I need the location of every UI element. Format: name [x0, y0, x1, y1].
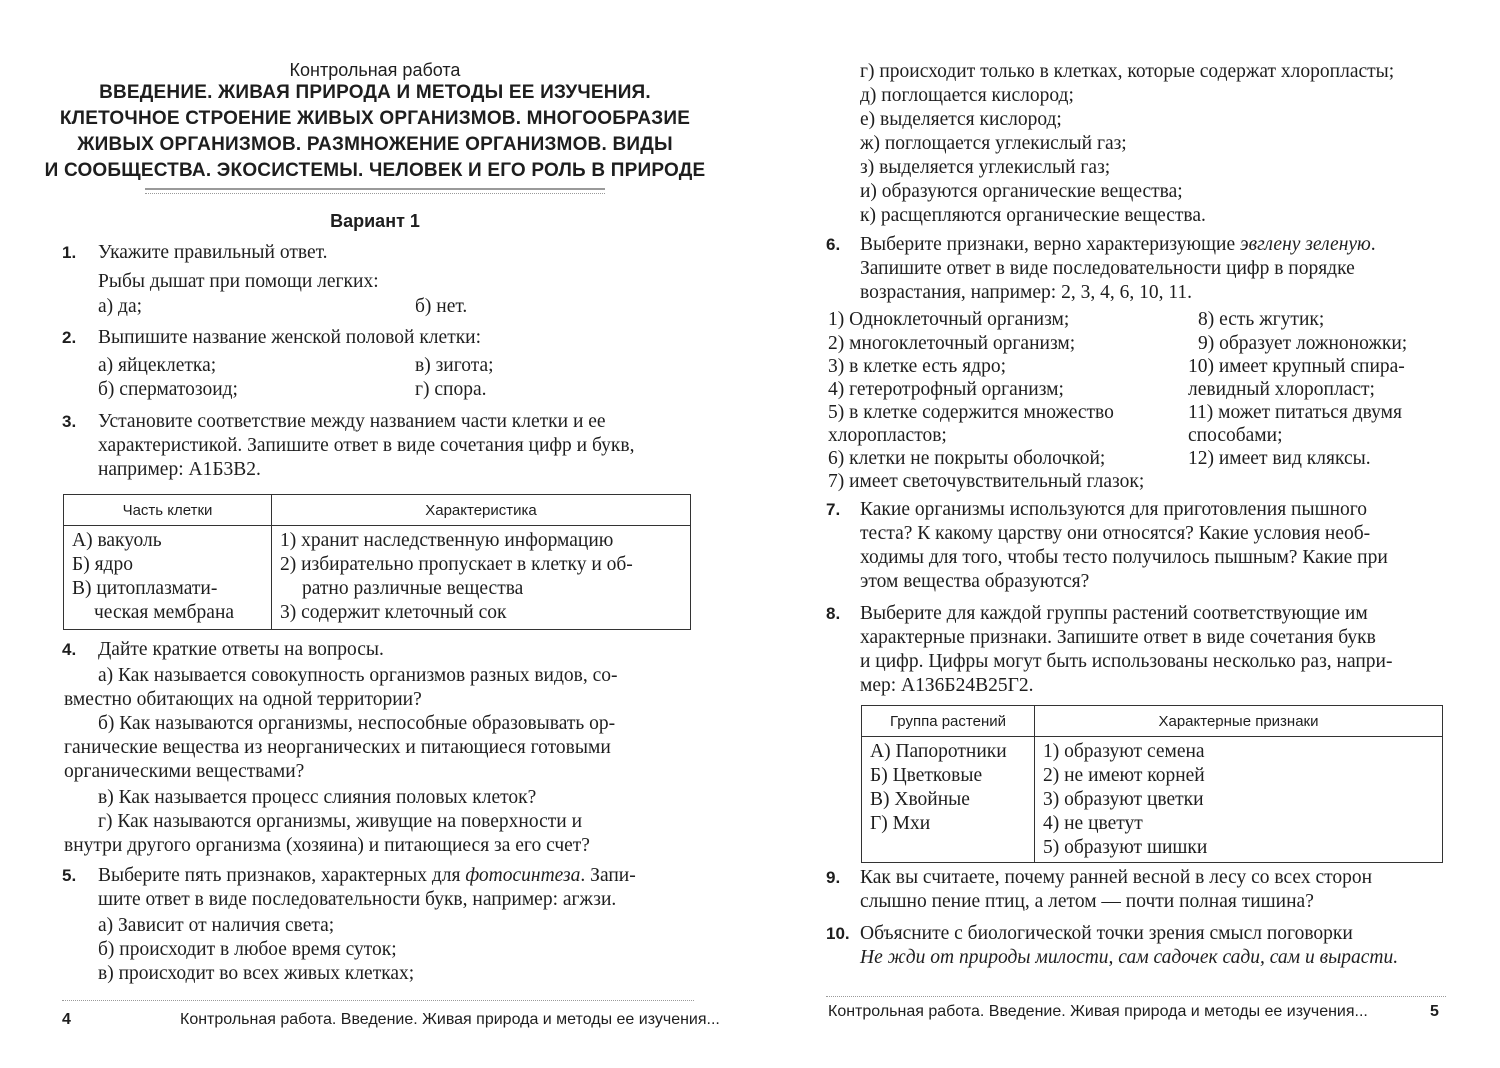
answer-option: з) выделяется углекислый газ;	[860, 157, 1111, 178]
table-item: 3) содержит клеточный сок	[280, 602, 507, 623]
answer-option: б) сперматозоид;	[98, 379, 238, 400]
answer-option: 11) может питаться двумя	[1188, 402, 1402, 423]
question-number: 1.	[62, 243, 77, 262]
table-header: Характерные признаки	[1035, 706, 1443, 737]
question-text: характеристикой. Запишите ответ в виде сочетания цифр и букв,	[98, 435, 635, 456]
table-item: Б) ядро	[72, 554, 133, 575]
answer-option: а) да;	[98, 296, 143, 317]
question-number: 9.	[826, 868, 841, 887]
question-text: а) Как называется совокупность организмов разных видов, со-	[98, 665, 618, 686]
answer-option: и) образуются органические вещества;	[860, 181, 1183, 202]
table-header: Группа растений	[862, 706, 1035, 737]
question-text: Установите соответствие между названием части клетки и ее	[98, 411, 606, 432]
question-subtext: Рыбы дышат при помощи легких:	[98, 271, 379, 292]
question-text: Выпишите название женской половой клетки:	[98, 327, 482, 348]
answer-option: 5) в клетке содержится множество	[828, 402, 1114, 423]
question-number: 10.	[826, 924, 850, 943]
answer-option: хлоропластов;	[828, 425, 947, 446]
table-item: А) Папоротники	[870, 741, 1007, 762]
question-text: вместно обитающих на одной территории?	[64, 689, 422, 710]
page-number: 5	[1430, 1003, 1439, 1020]
answer-option: а) Зависит от наличия света;	[98, 915, 335, 936]
question-text: Как вы считаете, почему ранней весной в лесу со всех сторон	[860, 867, 1373, 888]
title-line: КЛЕТОЧНОЕ СТРОЕНИЕ ЖИВЫХ ОРГАНИЗМОВ. МНОГООБРАЗИЕ	[59, 108, 691, 129]
title-line: И СООБЩЕСТВА. ЭКОСИСТЕМЫ. ЧЕЛОВЕК И ЕГО РОЛЬ В ПРИРОДЕ	[44, 160, 706, 181]
answer-option: а) яйцеклетка;	[98, 355, 217, 376]
table-item: А) вакуоль	[72, 530, 162, 551]
right-page	[750, 0, 1500, 1068]
question-text: шите ответ в виде последовательности букв, например: агжзи.	[98, 889, 617, 910]
table-item: 1) хранит наследственную информацию	[280, 530, 614, 551]
table-item: ратно различные вещества	[302, 578, 524, 599]
table-header: Часть клетки	[64, 495, 272, 526]
title-line: ЖИВЫХ ОРГАНИЗМОВ. РАЗМНОЖЕНИЕ ОРГАНИЗМОВ. ВИДЫ	[77, 134, 673, 155]
answer-option: 2) многоклеточный организм;	[828, 333, 1076, 354]
answer-option: к) расщепляются органические вещества.	[860, 205, 1206, 226]
table-cell-left	[64, 526, 272, 630]
table-cell-left	[862, 737, 1035, 863]
table-item: 4) не цветут	[1043, 813, 1143, 834]
running-footer: Контрольная работа. Введение. Живая природа и методы ее изучения...	[828, 1003, 1368, 1020]
table-item: 2) избирательно пропускает в клетку и об-	[280, 554, 633, 575]
answer-option: б) происходит в любое время суток;	[98, 939, 397, 960]
table-item: 5) образуют шишки	[1043, 837, 1208, 858]
answer-option: б) нет.	[415, 296, 468, 317]
table-item: В) цитоплазмати-	[72, 578, 218, 599]
table-item: 3) образуют цветки	[1043, 789, 1204, 810]
answer-option: 8) есть жгутик;	[1198, 309, 1325, 330]
answer-option: 9) образует ложноножки;	[1198, 333, 1408, 354]
table-item: ческая мембрана	[94, 602, 235, 623]
answer-option: 12) имеет вид кляксы.	[1188, 448, 1371, 469]
footer-divider	[826, 996, 1446, 997]
title-line: ВВЕДЕНИЕ. ЖИВАЯ ПРИРОДА И МЕТОДЫ ЕЕ ИЗУЧЕНИЯ.	[99, 82, 651, 103]
question-text: Выберите для каждой группы растений соответствующие им	[860, 603, 1368, 624]
answer-option: 4) гетеротрофный организм;	[828, 379, 1064, 400]
question-text: внутри другого организма (хозяина) и питающиеся за его счет?	[64, 835, 590, 856]
table-item: 2) не имеют корней	[1043, 765, 1205, 786]
question-text: например: А1Б3В2.	[98, 459, 261, 480]
proverb-text: Не жди от природы милости, сам садочек сади, сам и вырасти.	[860, 947, 1399, 968]
question-number: 4.	[62, 640, 77, 659]
question-text: органическими веществами?	[64, 761, 305, 782]
matching-table-cell-parts	[63, 494, 691, 630]
question-text: Объясните с биологической точки зрения смысл поговорки	[860, 923, 1353, 944]
answer-option: в) зигота;	[415, 355, 494, 376]
running-footer: Контрольная работа. Введение. Живая природа и методы ее изучения...	[180, 1011, 720, 1028]
table-cell-right	[272, 526, 691, 630]
question-number: 8.	[826, 604, 841, 623]
answer-option: 6) клетки не покрыты оболочкой;	[828, 448, 1106, 469]
question-text: теста? К какому царству они относятся? Какие условия необ-	[860, 523, 1371, 544]
table-cell-right	[1035, 737, 1443, 863]
table-item: Г) Мхи	[870, 813, 931, 834]
question-text: в) Как называется процесс слияния половых клеток?	[98, 787, 537, 808]
question-text: этом вещества образуются?	[860, 571, 1090, 592]
question-text: Укажите правильный ответ.	[98, 242, 328, 263]
answer-option: 7) имеет светочувствительный глазок;	[828, 471, 1145, 492]
question-text: ганические вещества из неорганических и питающиеся готовыми	[64, 737, 611, 758]
question-text: характерные признаки. Запишите ответ в виде сочетания букв	[860, 627, 1376, 648]
answer-option: 3) в клетке есть ядро;	[828, 356, 1006, 377]
question-text: Какие организмы используются для приготовления пышного	[860, 499, 1368, 520]
question-text: Выберите признаки, верно характеризующие эвглену зеленую.	[860, 234, 1376, 255]
answer-option: 1) Одноклеточный организм;	[828, 309, 1070, 330]
answer-option: ж) поглощается углекислый газ;	[860, 133, 1127, 154]
matching-table-plant-groups	[861, 705, 1443, 863]
answer-option: левидный хлоропласт;	[1188, 379, 1375, 400]
question-number: 2.	[62, 328, 77, 347]
question-number: 7.	[826, 500, 841, 519]
question-text: слышно пение птиц, а летом — почти полная тишина?	[860, 891, 1314, 912]
page-title	[40, 80, 710, 184]
answer-option: г) происходит только в клетках, которые содержат хлоропласты;	[860, 61, 1395, 82]
question-number: 3.	[62, 412, 77, 431]
answer-option: 10) имеет крупный спира-	[1188, 356, 1405, 377]
page-number: 4	[62, 1011, 71, 1028]
title-divider	[145, 188, 605, 194]
question-text: и цифр. Цифры могут быть использованы несколько раз, напри-	[860, 651, 1393, 672]
question-text: Запишите ответ в виде последовательности цифр в порядке	[860, 258, 1355, 279]
question-text: Выберите пять признаков, характерных для фотосинтеза. Запи-	[98, 865, 636, 886]
table-item: В) Хвойные	[870, 789, 970, 810]
question-text: Дайте краткие ответы на вопросы.	[98, 639, 384, 660]
answer-option: е) выделяется кислород;	[860, 109, 1062, 130]
question-text: г) Как называются организмы, живущие на поверхности и	[98, 811, 583, 832]
question-number: 5.	[62, 866, 77, 885]
question-text: возрастания, например: 2, 3, 4, 6, 10, 11.	[860, 282, 1192, 303]
header-caption: Контрольная работа	[289, 60, 461, 80]
variant-heading: Вариант 1	[330, 211, 420, 231]
table-header: Характеристика	[272, 495, 691, 526]
question-text: мер: А1З6Б24В25Г2.	[860, 675, 1034, 696]
table-item: Б) Цветковые	[870, 765, 983, 786]
answer-option: г) спора.	[415, 379, 487, 400]
table-item: 1) образуют семена	[1043, 741, 1205, 762]
question-number: 6.	[826, 235, 841, 254]
question-text: ходимы для того, чтобы тесто получилось пышным? Какие при	[860, 547, 1388, 568]
answer-option: д) поглощается кислород;	[860, 85, 1074, 106]
footer-divider	[62, 1000, 694, 1001]
answer-option: в) происходит во всех живых клетках;	[98, 963, 415, 984]
question-text: б) Как называются организмы, неспособные образовывать ор-	[98, 713, 616, 734]
answer-option: способами;	[1188, 425, 1283, 446]
